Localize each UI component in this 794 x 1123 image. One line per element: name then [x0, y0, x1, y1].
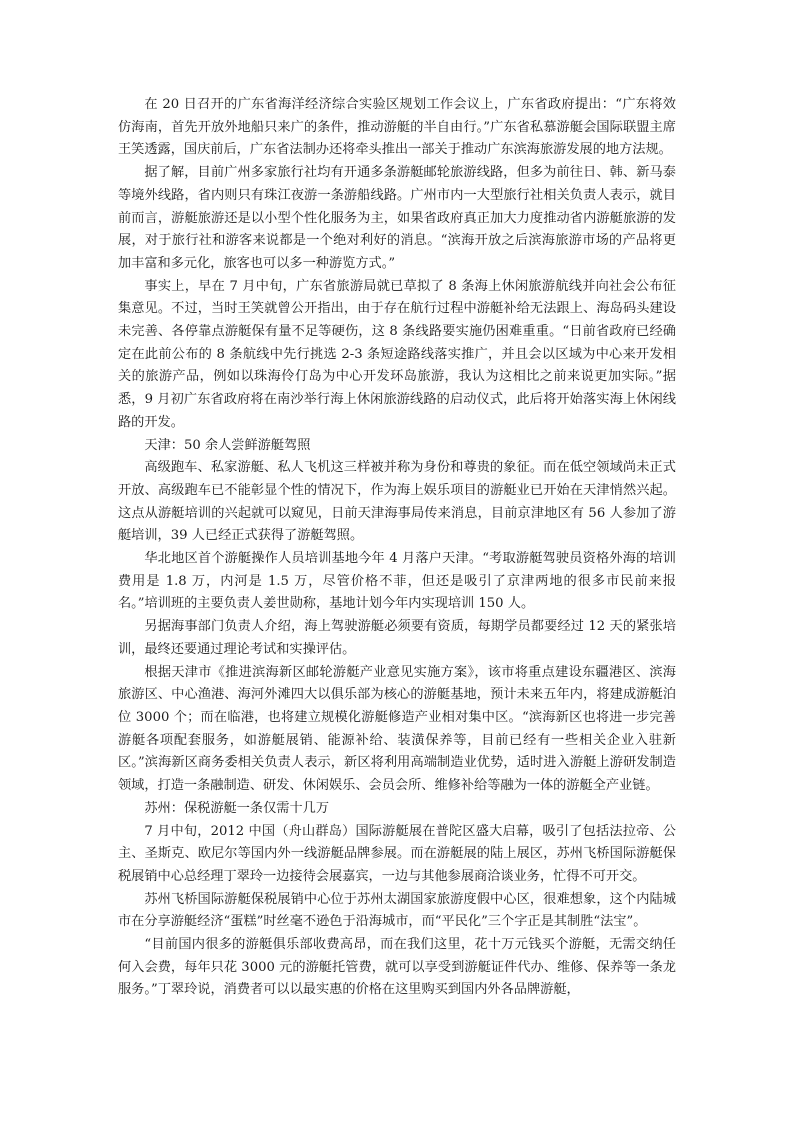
paragraph: “目前国内很多的游艇俱乐部收费高昂，而在我们这里，花十万元钱买个游艇，无需交纳任何入会费，每年只花 3000 元的游艇托管费，就可以享受到游艇证件代办、维修、保养等一条龙服务。”丁翠玲说，消费者可以以最实惠的价格在这里购买到国内外各品牌游艇， [118, 937, 676, 998]
paragraph: 据了解，目前广州多家旅行社均有开通多条游艇邮轮旅游线路，但多为前往日、韩、新马泰等境外线路，省内则只有珠江夜游一条游船线路。广州市内一大型旅行社相关负责人表示，就目前而言，游艇旅游还是以小型个性化服务为主，如果省政府真正加大力度推动省内游艇旅游的发展，对于旅行社和游客来说都是一个绝对利好的消息。“滨海开放之后滨海旅游市场的产品将更加丰富和多元化，旅客也可以多一种游览方式。” [118, 165, 676, 271]
paragraph: 7 月中旬，2012 中国（舟山群岛）国际游艇展在普陀区盛大启幕，吸引了包括法拉帝、公主、圣斯克、欧尼尔等国内外一线游艇品牌参展。而在游艇展的陆上展区，苏州飞桥国际游艇保税展销中心总经理丁翠玲一边接待会展嘉宾，一边与其他参展商洽谈业务，忙得不可开交。 [118, 823, 676, 884]
paragraph: 苏州飞桥国际游艇保税展销中心位于苏州太湖国家旅游度假中心区，很难想象，这个内陆城市在分享游艇经济“蛋糕”时丝毫不逊色于沿海城市，而“平民化”三个字正是其制胜“法宝”。 [118, 891, 676, 930]
document-page [118, 94, 676, 1002]
paragraph: 华北地区首个游艇操作人员培训基地今年 4 月落户天津。“考取游艇驾驶员资格外海的培训费用是 1.8 万，内河是 1.5 万，尽管价格不菲，但还是吸引了京津两地的很多市民前来报名。”培训班的主要负责人姜世勋称，基地计划今年内实现培训 150 人。 [118, 551, 676, 612]
section-heading-tianjin: 天津：50 余人尝鲜游艇驾照 [144, 437, 311, 453]
section-heading-suzhou: 苏州：保税游艇一条仅需十几万 [144, 800, 330, 816]
paragraph: 事实上，早在 7 月中旬，广东省旅游局就已草拟了 8 条海上休闲旅游航线并向社会公布征集意见。不过，当时王笑就曾公开指出，由于存在航行过程中游艇补给无法跟上、海岛码头建设未完善、各停靠点游艇保有量不足等硬伤，这 8 条线路要实施仍困难重重。“日前省政府已经确定在此前公布的 8 条航线中先行挑选 2-3 条短途路线落实推广，并且会以区域为中心来开发相关的旅游产品，例如以珠海伶仃岛为中心开发环岛旅游，我认为这相比之前来说更加实际。”据悉，9 月初广东省政府将在南沙举行海上休闲旅游线路的启动仪式，此后将开始落实海上休闲线路的开发。 [118, 278, 676, 430]
paragraph: 在 20 日召开的广东省海洋经济综合实验区规划工作会议上，广东省政府提出：“广东将效仿海南，首先开放外地船只来广的条件，推动游艇的半自由行。”广东省私慕游艇会国际联盟主席王笑透露，国庆前后，广东省法制办还将牵头推出一部关于推动广东滨海旅游发展的地方法规。 [118, 97, 676, 158]
paragraph: 另据海事部门负责人介绍，海上驾驶游艇必须要有资质，每期学员都要经过 12 天的紧张培训，最终还要通过理论考试和实操评估。 [118, 619, 676, 657]
paragraph: 根据天津市《推进滨海新区邮轮游艇产业意见实施方案》，该市将重点建设东疆港区、滨海旅游区、中心渔港、海河外滩四大以俱乐部为核心的游艇基地，预计未来五年内，将建成游艇泊位 3000 个；而在临港，也将建立规模化游艇修造产业相对集中区。“滨海新区也将进一步完善游艇各项配套服务，如游艇展销、能源补给、装潢保养等，目前已经有一些相关企业入驻新区。”滨海新区商务委相关负责人表示，新区将利用高端制造业优势，适时进入游艇上游研发制造领域，打造一条融制造、研发、休闲娱乐、会员会所、维修补给等融为一体的游艇全产业链。 [118, 664, 676, 794]
paragraph: 高级跑车、私家游艇、私人飞机这三样被并称为身份和尊贵的象征。而在低空领域尚未正式开放、高级跑车已不能彰显个性的情况下，作为海上娱乐项目的游艇业已开始在天津悄然兴起。这点从游艇培训的兴起就可以窥见，日前天津海事局传来消息，目前京津地区有 56 人参加了游艇培训，39 人已经正式获得了游艇驾照。 [118, 460, 676, 544]
